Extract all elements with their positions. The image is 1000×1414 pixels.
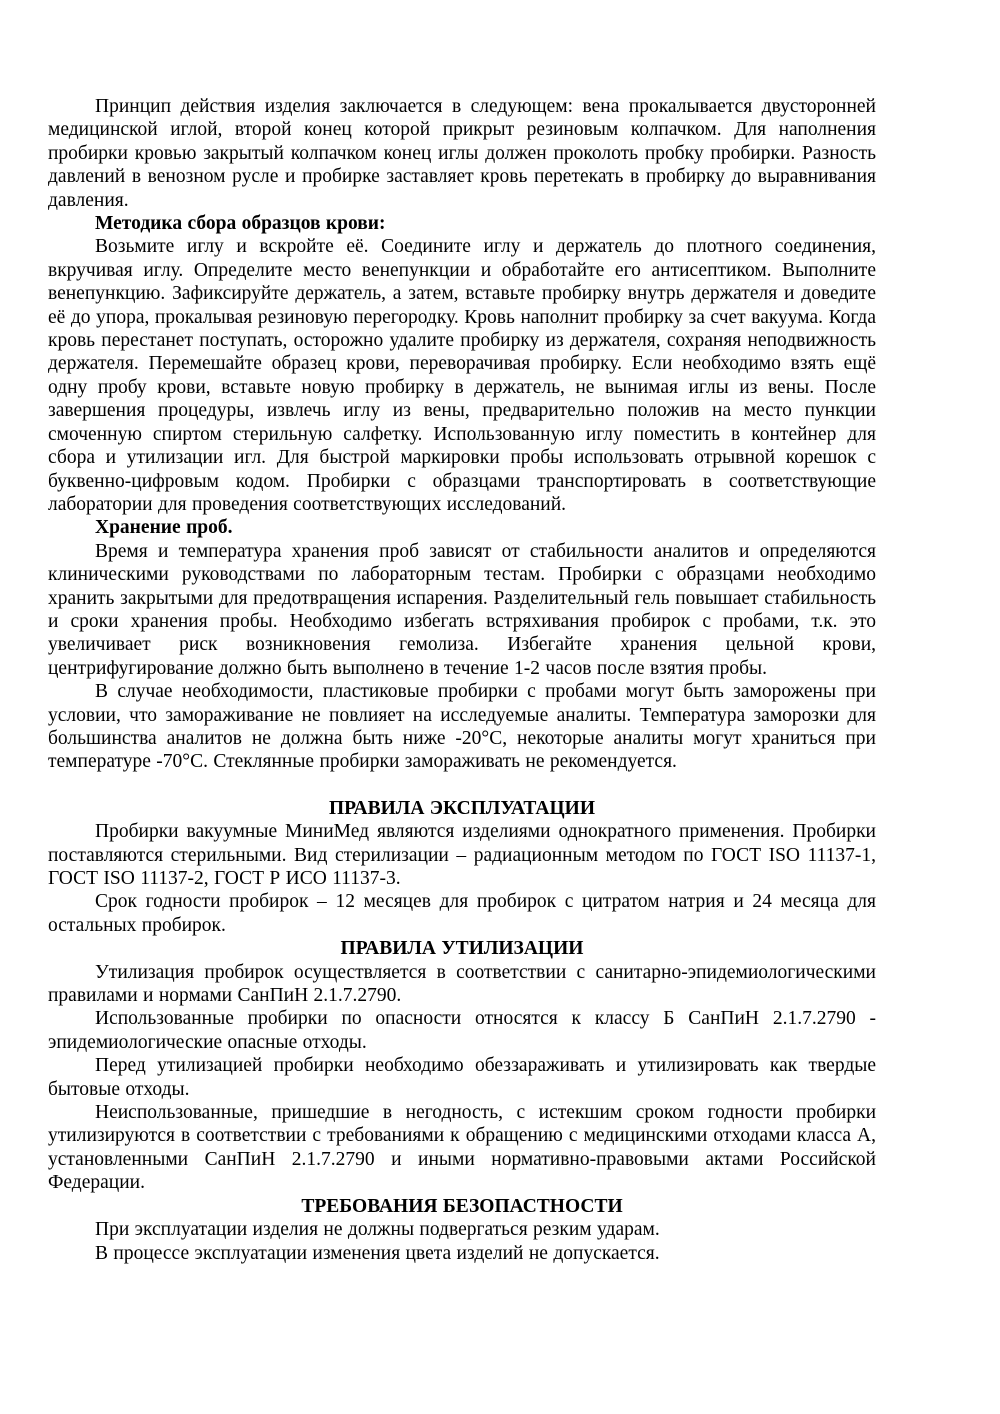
section-heading: ПРАВИЛА ЭКСПЛУАТАЦИИ <box>328 797 596 819</box>
body-paragraph: Перед утилизацией пробирки необходимо обеззараживать и утилизировать как твердые бытовые отходы. <box>48 1055 876 1100</box>
document-content <box>48 95 876 1265</box>
section-heading: ТРЕБОВАНИЯ БЕЗОПАСТНОСТИ <box>301 1195 623 1217</box>
body-paragraph: Принцип действия изделия заключается в следующем: вена прокалывается двусторонней медицинской иглой, второй конец которой прикрыт резиновым колпачком. Для наполнения пробирки кровью закрытый колпачком конец иглы должен проколоть пробку пробирки. Разность давлений в венозном русле и пробирке заставляет кровь перетекать в пробирку до выравнивания давления. <box>48 96 876 211</box>
subsection-heading: Методика сбора образцов крови: <box>95 213 386 235</box>
subsection-heading: Хранение проб. <box>95 517 233 539</box>
body-paragraph: Неиспользованные, пришедшие в негодность, с истекшим сроком годности пробирки утилизируются в соответствии с требованиями к обращению с медицинскими отходами класса А, установленными СанПиН 2.1.7.2790 и иными нормативно-правовыми актами Российской Федерации. <box>48 1102 876 1194</box>
body-paragraph: Использованные пробирки по опасности относятся к классу Б СанПиН 2.1.7.2790 - эпидемиологические опасные отходы. <box>48 1008 876 1053</box>
section-heading: ПРАВИЛА УТИЛИЗАЦИИ <box>340 938 584 960</box>
body-paragraph: В случае необходимости, пластиковые пробирки с пробами могут быть заморожены при условии, что замораживание не повлияет на исследуемые аналиты. Температура заморозки для большинства аналитов не должна быть ниже -20°С, некоторые аналиты могут храниться при температуре -70°С. Стеклянные пробирки замораживать не рекомендуется. <box>48 681 876 773</box>
body-paragraph: Утилизация пробирок осуществляется в соответствии с санитарно-эпидемиологическими правилами и нормами СанПиН 2.1.7.2790. <box>48 961 876 1007</box>
body-paragraph: Пробирки вакуумные МиниМед являются изделиями однократного применения. Пробирки поставляются стерильными. Вид стерилизации – радиационным методом по ГОСТ ISO 11137-1, ГОСТ ISO 11137-2, ГОСТ Р ИСО 11137-3. <box>48 821 876 889</box>
body-paragraph: Срок годности пробирок – 12 месяцев для пробирок с цитратом натрия и 24 месяца для остальных пробирок. <box>48 891 876 936</box>
body-paragraph: В процессе эксплуатации изменения цвета изделий не допускается. <box>95 1242 660 1264</box>
body-paragraph: Время и температура хранения проб зависят от стабильности аналитов и определяются клиническими руководствами по лабораторным тестам. Пробирки с образцами необходимо хранить закрытыми для предотвращения испарения. Разделительный гель повышает стабильность и сроки хранения пробы. Необходимо избегать встряхивания пробирок с пробами, т.к. это увеличивает риск возникновения гемолиза. Избегайте хранения цельной крови, центрифугирование должно быть выполнено в течение 1-2 часов после взятия пробы. <box>48 540 876 679</box>
body-paragraph: При эксплуатации изделия не должны подвергаться резким ударам. <box>95 1219 660 1241</box>
body-paragraph: Возьмите иглу и вскройте её. Соедините иглу и держатель до плотного соединения, вкручивая иглу. Определите место венепункции и обработайте его антисептиком. Выполните венепункцию. Зафиксируйте держатель, а затем, вставьте пробирку внутрь держателя и доведите её до упора, прокалывая резиновую перегородку. Кровь наполнит пробирку за счет вакуума. Когда кровь перестанет поступать, осторожно удалите пробирку из держателя, сохраняя неподвижность держателя. Перемешайте образец крови, переворачивая пробирку. Если необходимо взять ещё одну пробу крови, вставьте новую пробирку в держатель, не вынимая иглы из вены. После завершения процедуры, извлечь иглу из вены, предварительно положив на место пункции смоченную спиртом стерильную салфетку. Использованную иглу поместить в контейнер для сбора и утилизации игл. Для быстрой маркировки пробы использовать отрывной корешок с буквенно-цифровым кодом. Пробирки с образцами транспортировать в соответствующие лаборатории для проведения соответствующих исследований. <box>48 236 876 515</box>
